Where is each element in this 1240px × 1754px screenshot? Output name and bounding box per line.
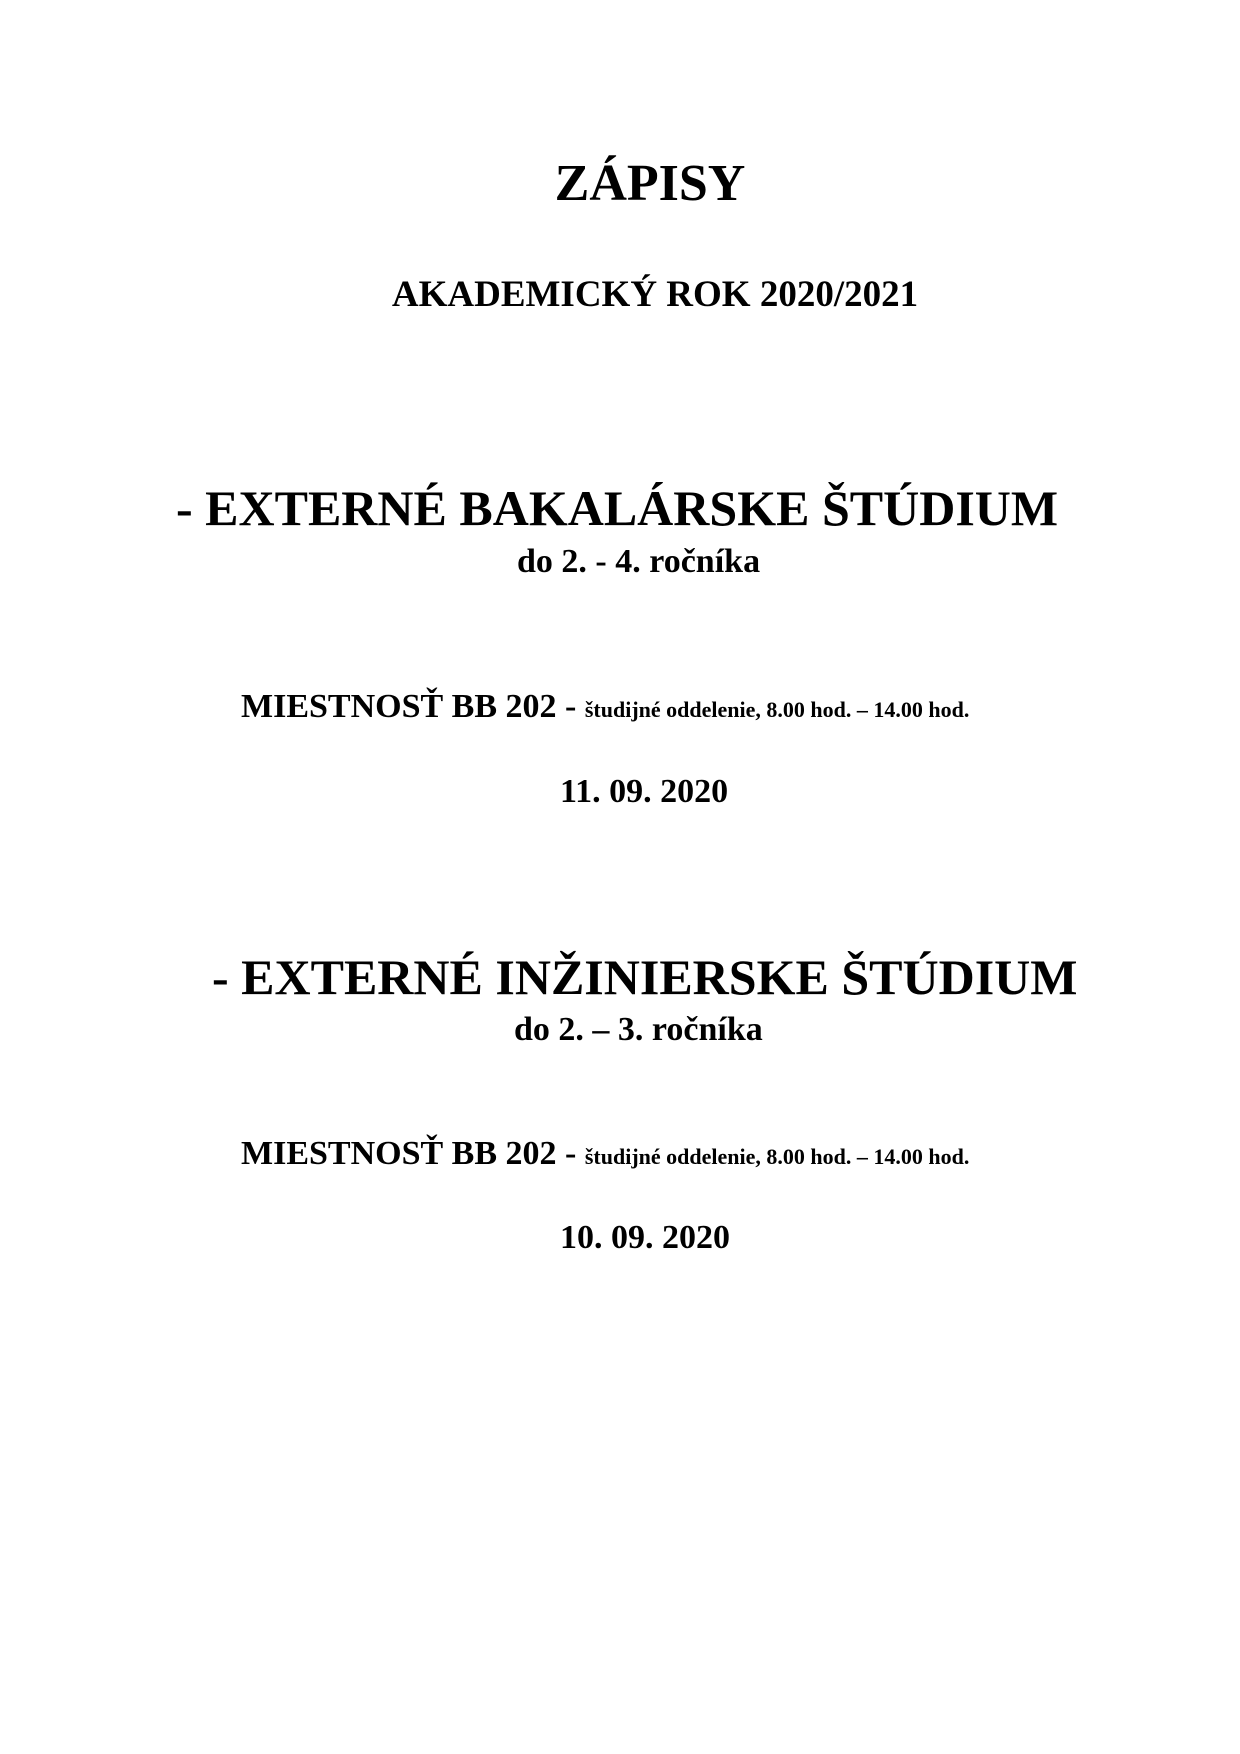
section-years: do 2. – 3. ročníka	[514, 1011, 763, 1048]
section-heading: - EXTERNÉ INŽINIERSKE ŠTÚDIUM	[212, 949, 1078, 1005]
document-title: ZÁPISY	[554, 155, 746, 212]
section-years: do 2. - 4. ročníka	[517, 543, 761, 580]
section-heading: - EXTERNÉ BAKALÁRSKE ŠTÚDIUM	[176, 480, 1059, 536]
academic-year: AKADEMICKÝ ROK 2020/2021	[391, 274, 919, 315]
enrollment-date: 11. 09. 2020	[560, 773, 729, 810]
room-info	[241, 1137, 969, 1171]
room-label: MIESTNOSŤ BB 202 -	[241, 1135, 577, 1172]
room-info	[241, 690, 969, 724]
enrollment-date: 10. 09. 2020	[560, 1219, 730, 1256]
room-label: MIESTNOSŤ BB 202 -	[241, 688, 577, 725]
room-detail: študijné oddelenie, 8.00 hod. – 14.00 hod.	[584, 697, 970, 722]
room-detail: študijné oddelenie, 8.00 hod. – 14.00 hod.	[584, 1144, 970, 1169]
